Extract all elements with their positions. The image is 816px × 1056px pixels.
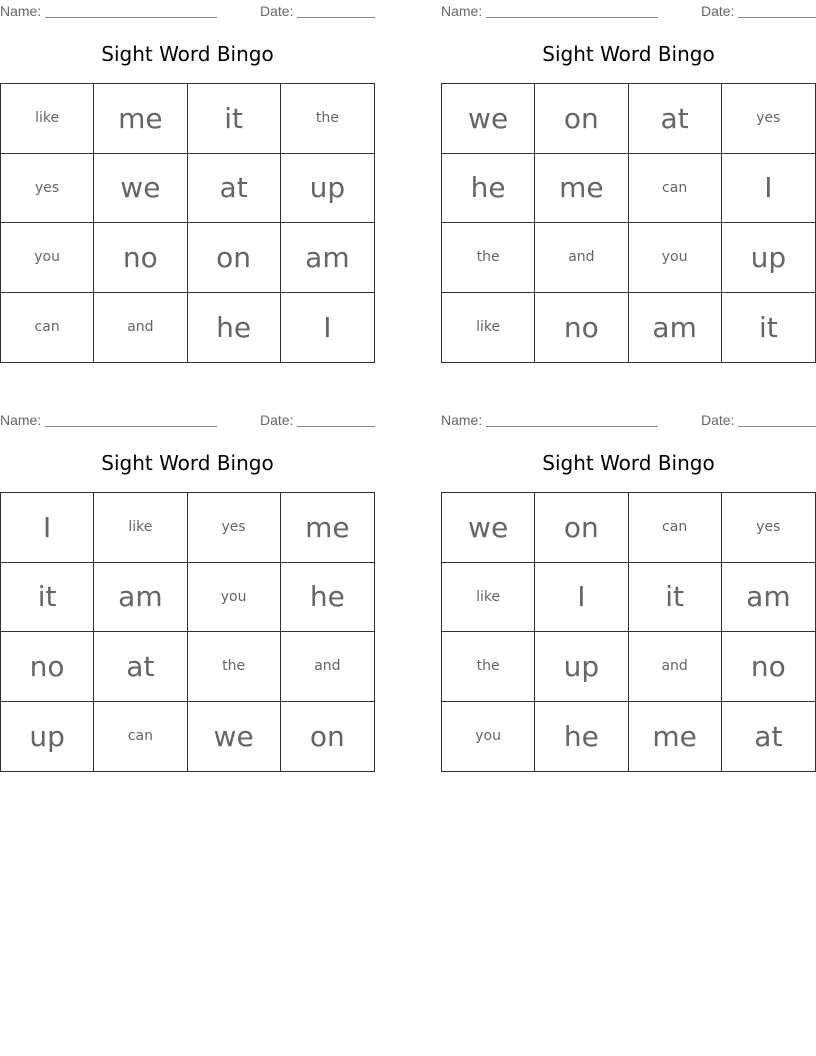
- card-title: Sight Word Bingo: [101, 42, 274, 66]
- bingo-cell: can: [1, 293, 94, 363]
- bingo-cell: you: [1, 223, 94, 293]
- bingo-cell: up: [535, 632, 628, 702]
- bingo-cell: he: [188, 293, 281, 363]
- bingo-cell: am: [629, 293, 722, 363]
- name-label: Name:: [441, 3, 483, 19]
- bingo-cell: we: [442, 84, 535, 154]
- bingo-cell: at: [629, 84, 722, 154]
- card-header: [441, 3, 816, 21]
- bingo-cell: like: [94, 493, 187, 563]
- date-blank: [738, 426, 816, 427]
- bingo-cell: on: [188, 223, 281, 293]
- bingo-cell: he: [442, 154, 535, 224]
- bingo-cell: can: [629, 154, 722, 224]
- bingo-card-4: [441, 409, 816, 774]
- bingo-cell: no: [94, 223, 187, 293]
- bingo-cell: no: [535, 293, 628, 363]
- bingo-cell: am: [94, 563, 187, 633]
- bingo-cell: on: [309, 719, 345, 753]
- bingo-cell: it: [758, 310, 778, 344]
- bingo-cell: up: [281, 154, 374, 224]
- bingo-cell: can: [94, 702, 187, 772]
- bingo-cell: yes: [1, 154, 94, 224]
- name-blank: [486, 426, 658, 427]
- bingo-cell: it: [1, 563, 94, 633]
- bingo-cell: the: [188, 632, 281, 702]
- bingo-cell: up: [1, 702, 94, 772]
- bingo-cell: me: [94, 84, 187, 154]
- bingo-cell: you: [629, 223, 722, 293]
- bingo-cell: up: [722, 223, 815, 293]
- bingo-card-2: [441, 0, 816, 365]
- date-label: Date:: [701, 412, 735, 428]
- date-blank: [297, 17, 375, 18]
- bingo-cell: on: [535, 493, 628, 563]
- bingo-cell: and: [94, 293, 187, 363]
- card-title: Sight Word Bingo: [101, 451, 274, 475]
- card-header: [441, 412, 816, 430]
- bingo-cell: yes: [188, 493, 281, 563]
- bingo-cell: it: [629, 563, 722, 633]
- bingo-grid: [441, 83, 816, 363]
- bingo-cell: can: [629, 493, 722, 563]
- bingo-cell: he: [535, 702, 628, 772]
- bingo-cell: I: [722, 154, 815, 224]
- card-title: Sight Word Bingo: [542, 451, 715, 475]
- bingo-cell: we: [442, 493, 535, 563]
- bingo-cell: you: [188, 563, 281, 633]
- bingo-cell: no: [722, 632, 815, 702]
- name-label: Name:: [0, 412, 42, 428]
- bingo-cell: the: [442, 223, 535, 293]
- bingo-cell: it: [188, 84, 281, 154]
- bingo-grid: [441, 492, 816, 772]
- bingo-cell: I: [323, 310, 332, 344]
- bingo-cell: am: [281, 223, 374, 293]
- bingo-cell: like: [442, 293, 535, 363]
- bingo-cell: he: [281, 563, 374, 633]
- card-title: Sight Word Bingo: [542, 42, 715, 66]
- bingo-cell: you: [442, 702, 535, 772]
- card-header: [0, 3, 375, 21]
- name-blank: [45, 17, 217, 18]
- bingo-cell: and: [281, 632, 374, 702]
- bingo-cell: we: [188, 702, 281, 772]
- bingo-cell: we: [94, 154, 187, 224]
- date-blank: [297, 426, 375, 427]
- bingo-cell: at: [754, 719, 783, 753]
- bingo-cell: I: [535, 563, 628, 633]
- bingo-cell: like: [1, 84, 94, 154]
- bingo-cell: at: [188, 154, 281, 224]
- bingo-cell: on: [535, 84, 628, 154]
- bingo-cell: the: [281, 84, 374, 154]
- bingo-grid: [0, 492, 375, 772]
- date-blank: [738, 17, 816, 18]
- bingo-cell: yes: [722, 84, 815, 154]
- bingo-cell: me: [281, 493, 374, 563]
- name-blank: [45, 426, 217, 427]
- bingo-cell: and: [535, 223, 628, 293]
- name-label: Name:: [441, 412, 483, 428]
- name-blank: [486, 17, 658, 18]
- bingo-card-3: [0, 409, 375, 774]
- bingo-cell: and: [629, 632, 722, 702]
- bingo-cell: the: [442, 632, 535, 702]
- bingo-cell: am: [722, 563, 815, 633]
- bingo-cell: me: [535, 154, 628, 224]
- date-label: Date:: [260, 412, 294, 428]
- bingo-card-1: [0, 0, 375, 365]
- date-label: Date:: [701, 3, 735, 19]
- bingo-cell: yes: [722, 493, 815, 563]
- bingo-cell: like: [442, 563, 535, 633]
- card-header: [0, 412, 375, 430]
- bingo-cell: no: [1, 632, 94, 702]
- bingo-cell: I: [1, 493, 94, 563]
- bingo-cell: at: [94, 632, 187, 702]
- name-label: Name:: [0, 3, 42, 19]
- date-label: Date:: [260, 3, 294, 19]
- bingo-cell: me: [629, 702, 722, 772]
- bingo-grid: [0, 83, 375, 363]
